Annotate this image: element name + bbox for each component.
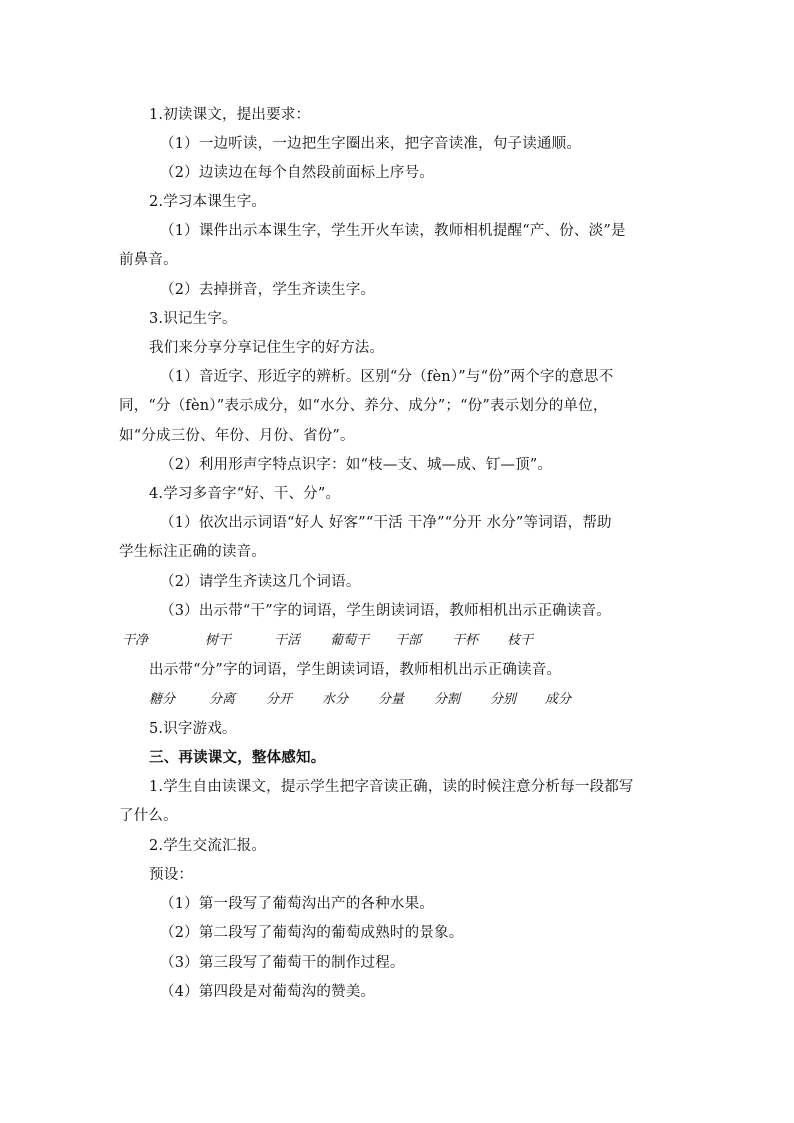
word-gan: 干部	[395, 633, 422, 648]
text-line: （2）边读边在每个自然段前面标上序号。	[160, 165, 435, 181]
text-line: （4）第四段是对葡萄沟的赞美。	[160, 984, 376, 1000]
text-line: 出示带“分”字的词语，学生朗读词语，教师相机出示正确读音。	[149, 662, 562, 678]
text-line: 同，“分（fèn）”表示成分，如“水分、养分、成分”；“份”表示划分的单位，	[119, 398, 608, 414]
word-fen: 分量	[378, 692, 405, 707]
text-line: 5.识字游戏。	[149, 721, 237, 737]
text-line: （1）课件出示本课生字，学生开火车读，教师相机提醒“产、份、淡”是	[160, 223, 626, 239]
word-fen: 水分	[322, 692, 349, 707]
text-line: 前鼻音。	[119, 252, 178, 268]
word-fen: 糖分	[149, 692, 176, 707]
word-gan: 干净	[122, 633, 149, 648]
text-line: （1）音近字、形近字的辨析。区别“分（fèn）”与“份”两个字的意思不	[160, 369, 614, 385]
text-line: （2）利用形声字特点识字：如“枝—支、城—成、钉—顶”。	[160, 457, 553, 473]
word-fen: 分别	[490, 692, 517, 707]
text-line: （3）出示带“干”字的词语，学生朗读词语，教师相机出示正确读音。	[160, 603, 611, 619]
text-line: （3）第三段写了葡萄干的制作过程。	[160, 955, 405, 971]
section-heading: 三、再读课文，整体感知。	[149, 749, 326, 766]
word-fen: 分离	[209, 692, 236, 707]
text-line: （2）请学生齐读这几个词语。	[160, 574, 361, 590]
text-line: 1.学生自由读课文，提示学生把字音读正确，读的时候注意分析每一段都写	[149, 779, 634, 795]
word-fen: 成分	[545, 692, 572, 707]
text-line: 了什么。	[119, 808, 178, 824]
text-line: （1）第一段写了葡萄沟出产的各种水果。	[160, 896, 435, 912]
word-fen: 分割	[434, 692, 461, 707]
text-line: 预设：	[149, 867, 194, 883]
text-line: 我们来分享分享记住生字的好方法。	[149, 340, 385, 356]
word-fen: 分开	[266, 692, 293, 707]
text-line: （1）一边听读，一边把生字圈出来，把字音读准，句子读通顺。	[160, 136, 582, 152]
text-line: 2.学生交流汇报。	[149, 838, 267, 854]
word-gan: 葡萄干	[330, 633, 370, 648]
text-line: 3.识记生字。	[149, 311, 237, 327]
text-line: （2）第二段写了葡萄沟的葡萄成熟时的景象。	[160, 925, 464, 941]
text-line: 学生标注正确的读音。	[119, 544, 266, 560]
text-line: 2.学习本课生字。	[149, 194, 267, 210]
text-line: 4.学习多音字“好、干、分”。	[149, 486, 341, 502]
text-line: （1）依次出示词语“好人 好客”“干活 干净”“分开 水分”等词语，帮助	[160, 515, 612, 531]
text-line: （2）去掉拼音，学生齐读生字。	[160, 282, 376, 298]
word-gan: 枝干	[507, 633, 534, 648]
word-gan: 干杯	[452, 633, 479, 648]
word-gan: 树干	[205, 633, 232, 648]
word-gan: 干活	[274, 633, 301, 648]
text-line: 1.初读课文，提出要求：	[149, 107, 311, 123]
text-line: 如“分成三份、年份、月份、省份”。	[119, 428, 355, 444]
